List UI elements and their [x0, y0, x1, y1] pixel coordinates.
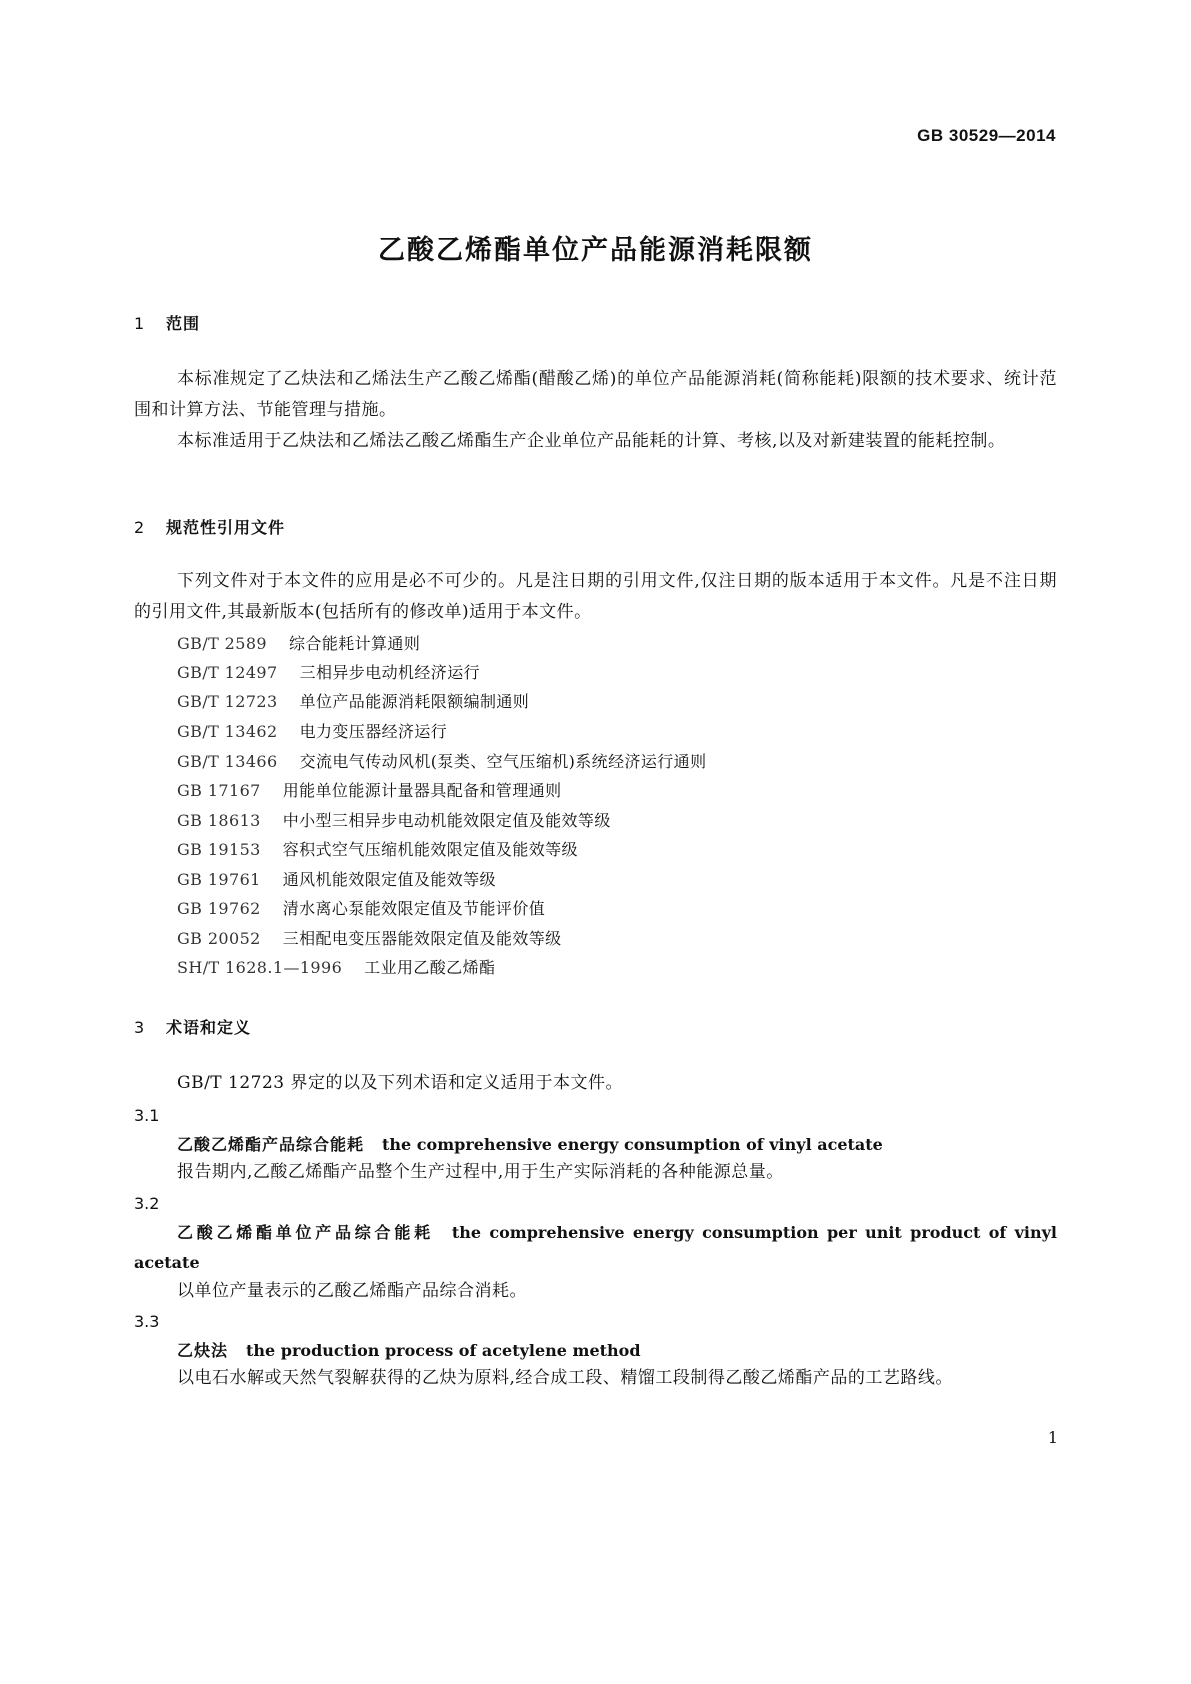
section-2-heading: [134, 515, 1057, 538]
section-3-intro: GB/T 12723 界定的以及下列术语和定义适用于本文件。: [177, 1073, 624, 1093]
section-title: 范围: [166, 314, 201, 333]
term-english: the comprehensive energy consumption of vinyl acetate: [382, 1135, 883, 1154]
section-3-heading: [134, 1015, 1057, 1038]
reference-title: 清水离心泵能效限定值及节能评价值: [282, 899, 546, 918]
reference-code: GB 20052: [177, 929, 261, 948]
reference-code: GB/T 2589: [177, 634, 268, 653]
section-1-paragraph-1: 本标准规定了乙炔法和乙烯法生产乙酸乙烯酯(醋酸乙烯)的单位产品能源消耗(简称能耗)限额的技术要求、统计范围和计算方法、节能管理与措施。: [134, 369, 1057, 420]
section-number: 3: [134, 1018, 146, 1037]
clause-number: 3.3: [134, 1312, 160, 1331]
term-chinese: 乙酸乙烯酯单位产品综合能耗: [177, 1223, 434, 1242]
term-chinese: 乙炔法: [177, 1341, 229, 1360]
section-1-heading: [134, 311, 1057, 334]
document-title: 乙酸乙烯酯单位产品能源消耗限额: [378, 235, 813, 266]
reference-code: GB 19762: [177, 899, 261, 918]
reference-item: [177, 720, 447, 744]
reference-code: GB 18613: [177, 811, 261, 830]
reference-code: GB/T 12723: [177, 692, 278, 711]
reference-item: [177, 632, 420, 656]
reference-item: [177, 661, 480, 685]
reference-item: [177, 750, 706, 774]
section-1-paragraph-2: 本标准适用于乙炔法和乙烯法乙酸乙烯酯生产企业单位产品能耗的计算、考核,以及对新建装置的能耗控制。: [177, 431, 1006, 451]
reference-list: [134, 632, 1057, 982]
reference-title: 中小型三相异步电动机能效限定值及能效等级: [282, 811, 611, 830]
term-entry: [134, 1336, 1057, 1366]
term-english: the production process of acetylene method: [246, 1341, 641, 1360]
section-title: 术语和定义: [166, 1018, 252, 1037]
term-definition: 以单位产量表示的乙酸乙烯酯产品综合消耗。: [177, 1281, 527, 1301]
reference-code: GB 19153: [177, 840, 261, 859]
reference-item: [177, 838, 578, 862]
reference-item: [177, 868, 496, 892]
reference-title: 容积式空气压缩机能效限定值及能效等级: [282, 840, 578, 859]
reference-item: [177, 956, 495, 980]
section-2-intro: 下列文件对于本文件的应用是必不可少的。凡是注日期的引用文件,仅注日期的版本适用于本文件。凡是不注日期的引用文件,其最新版本(包括所有的修改单)适用于本文件。: [134, 571, 1057, 622]
reference-item: [177, 897, 545, 921]
page-number: 1: [1047, 1428, 1058, 1447]
reference-title: 综合能耗计算通则: [289, 634, 421, 653]
reference-title: 交流电气传动风机(泵类、空气压缩机)系统经济运行通则: [299, 752, 707, 771]
section-title: 规范性引用文件: [166, 518, 286, 537]
reference-code: GB 19761: [177, 870, 261, 889]
reference-title: 用能单位能源计量器具配备和管理通则: [282, 781, 562, 800]
reference-title: 三相配电变压器能效限定值及能效等级: [282, 929, 562, 948]
reference-title: 单位产品能源消耗限额编制通则: [299, 692, 530, 711]
reference-code: GB/T 13466: [177, 752, 278, 771]
reference-code: GB/T 13462: [177, 722, 278, 741]
term-chinese: 乙酸乙烯酯产品综合能耗: [177, 1135, 365, 1154]
reference-code: GB/T 12497: [177, 663, 278, 682]
clause-number: 3.2: [134, 1194, 160, 1213]
reference-code: SH/T 1628.1—1996: [177, 958, 343, 977]
reference-item: [177, 927, 562, 951]
reference-item: [177, 690, 529, 714]
reference-item: [177, 809, 611, 833]
term-entry: [134, 1218, 1057, 1278]
reference-title: 电力变压器经济运行: [299, 722, 448, 741]
standard-code: GB 30529—2014: [917, 126, 1056, 145]
reference-title: 工业用乙酸乙烯酯: [364, 958, 496, 977]
reference-title: 三相异步电动机经济运行: [299, 663, 480, 682]
clause-number: 3.1: [134, 1106, 160, 1125]
reference-item: [177, 779, 562, 803]
reference-title: 通风机能效限定值及能效等级: [282, 870, 496, 889]
reference-code: GB 17167: [177, 781, 261, 800]
term-definition: 以电石水解或天然气裂解获得的乙炔为原料,经合成工段、精馏工段制得乙酸乙烯酯产品的工艺路线。: [177, 1368, 953, 1388]
section-number: 2: [134, 518, 146, 537]
section-number: 1: [134, 314, 146, 333]
term-english: the comprehensive energy consumption per unit product of vinyl acetate: [134, 1223, 1057, 1272]
term-entry: [134, 1130, 1057, 1160]
term-definition: 报告期内,乙酸乙烯酯产品整个生产过程中,用于生产实际消耗的各种能源总量。: [177, 1162, 784, 1182]
